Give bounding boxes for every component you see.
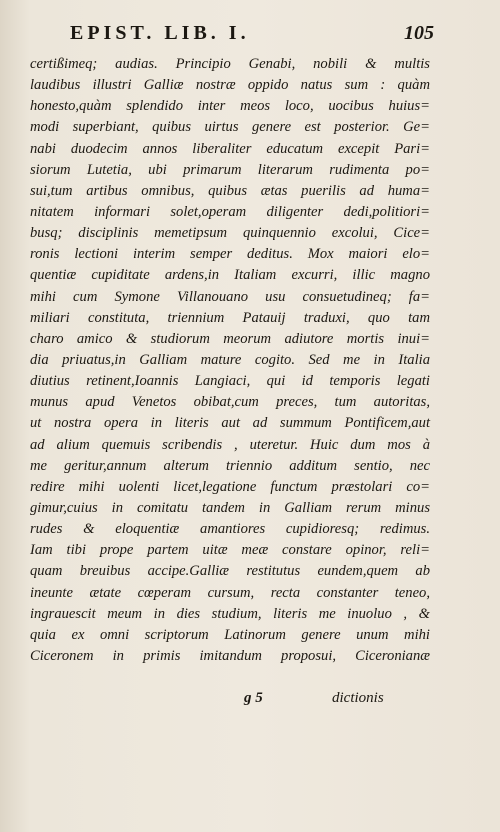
page-footer — [0, 690, 500, 712]
text-line: modi superbiant, quibus uirtus genere est posterior. Ge= — [30, 119, 430, 136]
catchword: dictionis — [332, 690, 384, 706]
text-line: ingrauescit meum in dies studium, literis me inuoluo , & — [30, 605, 430, 622]
body-text — [30, 54, 430, 667]
text-line: miliari constituta, triennium Patauij traduxi, quo tam — [30, 309, 430, 326]
text-line: quentiæ cupiditate ardens,in Italiam excurri, illic magno — [30, 267, 430, 284]
text-line: munus apud Venetos obibat,cum preces, tum autoritas, — [30, 394, 430, 411]
text-line: siorum Lutetia, ubi primarum literarum rudimenta po= — [30, 161, 430, 178]
text-line: quam breuibus accipe.Galliæ restitutus eundem,quem ab — [30, 563, 430, 580]
text-line: quia ex omni scriptorum Latinorum genere unum mihi — [30, 626, 430, 643]
text-line: nabi duodecim annos liberaliter educatum excepit Pari= — [30, 140, 430, 157]
text-line: ad alium quemuis scribendis , uteretur. Huic dum mos à — [30, 436, 430, 453]
text-line: ineunte ætate cœperam cursum, recta constanter teneo, — [30, 584, 430, 601]
text-line: honesto,quàm splendido inter meos loco, uocibus huius= — [30, 98, 430, 115]
text-line: nitatem informari solet,operam diligenter dedi,politiori= — [30, 203, 430, 220]
text-line: me geritur,annum alterum triennio additum sentio, nec — [30, 457, 430, 474]
text-line: certißimeq; audias. Principio Genabi, nobili & multis — [30, 56, 430, 72]
text-line: Ciceronem in primis imitandum proposui, Ciceronianæ — [30, 647, 430, 664]
text-line: Iam tibi prope partem uitæ meæ constare opinor, reli= — [30, 542, 430, 559]
page-number: 105 — [404, 22, 434, 44]
text-line: redire mihi uolenti licet,legatione functum præstolari co= — [30, 478, 430, 495]
signature-mark: g 5 — [244, 690, 263, 706]
text-line: rudes & eloquentiæ amantiores cupidioresq; redimus. — [30, 521, 430, 538]
text-line: sui,tum artibus omnibus, quibus ætas puerilis ad huma= — [30, 182, 430, 199]
text-line: ut nostra opera in literis aut ad summum Pontificem,aut — [30, 415, 430, 432]
text-line: mihi cum Symone Villanouano usu consuetudineq; fa= — [30, 288, 430, 305]
text-line: ronis lectioni interim semper deditus. Mox maiori elo= — [30, 246, 430, 263]
text-line: busq; disciplinis memetipsum quinquennio excolui, Cice= — [30, 225, 430, 242]
text-line: charo amico & studiorum meorum adiutore mortis inui= — [30, 330, 430, 347]
page-header — [0, 22, 500, 46]
running-head: EPIST. LIB. I. — [70, 22, 250, 44]
text-line: dia priuatus,in Galliam mature cogito. Sed me in Italia — [30, 351, 430, 368]
text-line: diutius retinent,Ioannis Langiaci, qui id temporis legati — [30, 373, 430, 390]
text-line: laudibus illustri Galliæ nostræ oppido natus sum : quàm — [30, 77, 430, 94]
text-line: gimur,cuius in comitatu tandem in Galliam rerum minus — [30, 499, 430, 516]
